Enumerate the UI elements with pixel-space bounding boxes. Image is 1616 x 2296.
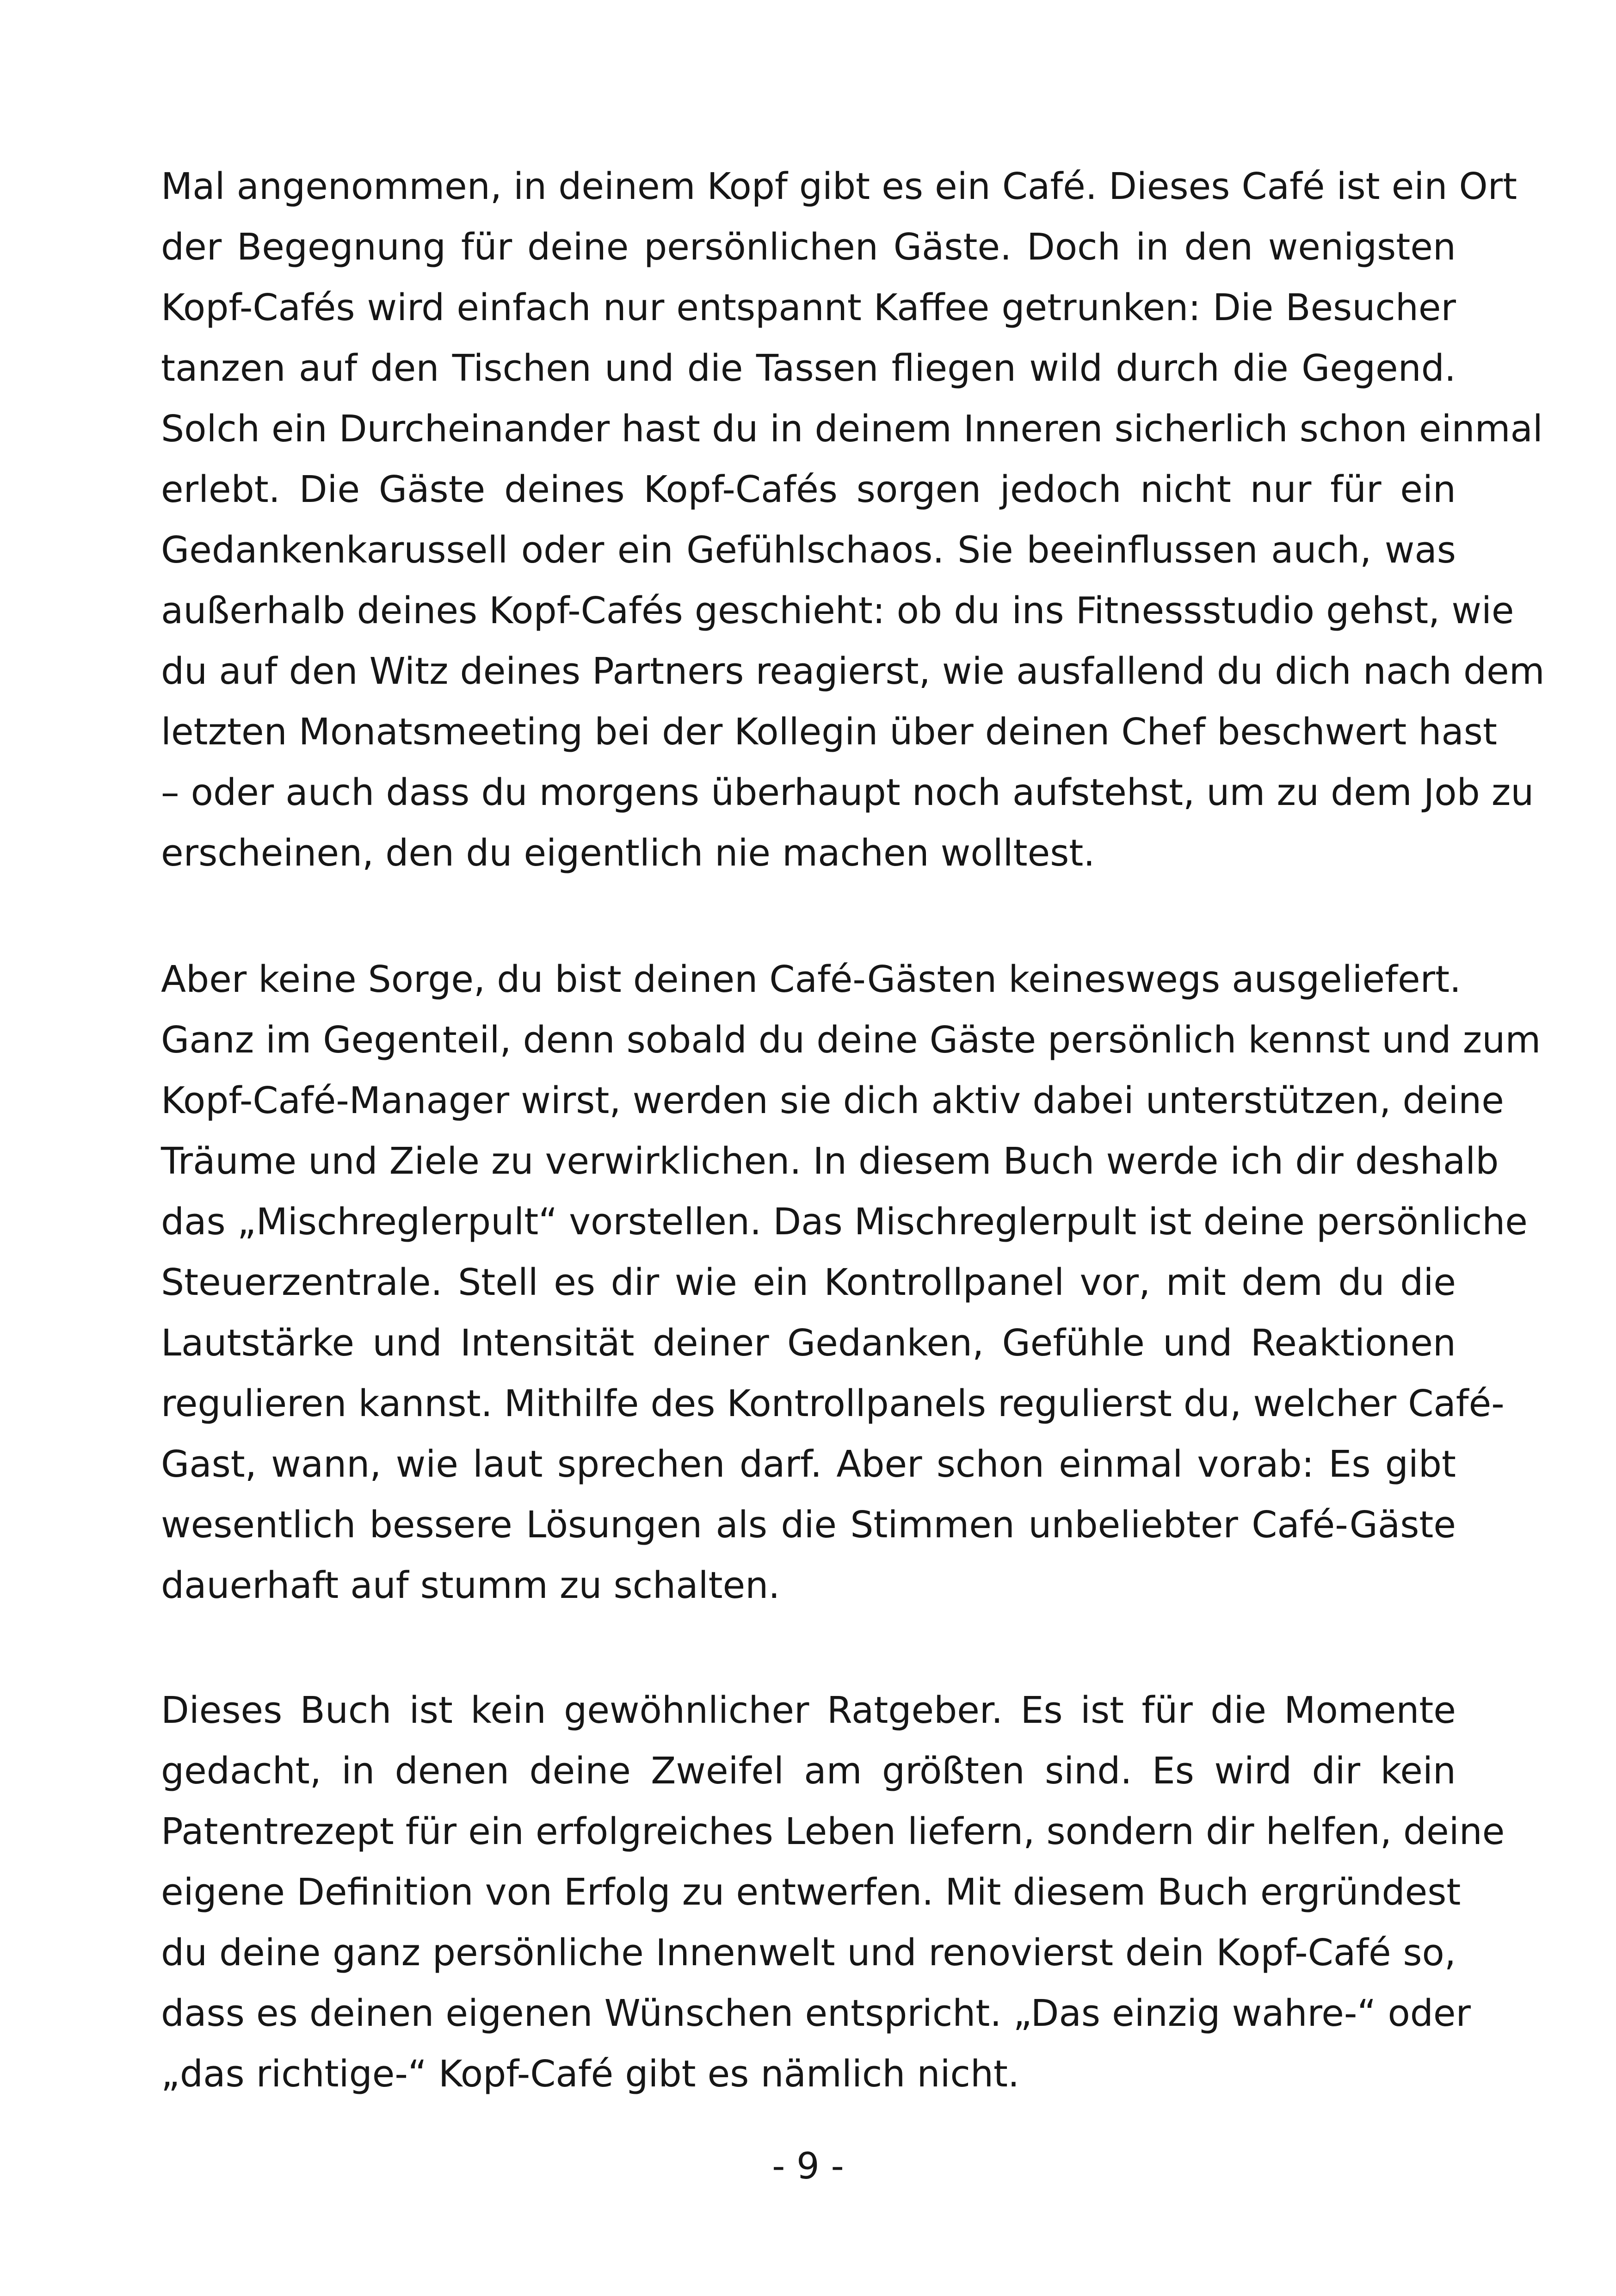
text-line: du auf den Witz deines Partners reagierst, wie ausfallend du dich nach dem: [161, 650, 1545, 693]
text-line: Steuerzentrale. Stell es dir wie ein Kontrollpanel vor, mit dem du die: [161, 1261, 1456, 1304]
text-line: Ganz im Gegenteil, denn sobald du deine Gäste persönlich kennst und zum: [161, 1019, 1541, 1061]
text-line: Dieses Buch ist kein gewöhnlicher Ratgeber. Es ist für die Momente: [161, 1689, 1456, 1732]
text-line: letzten Monatsmeeting bei der Kollegin über deinen Chef beschwert hast: [161, 711, 1497, 753]
text-line: Solch ein Durcheinander hast du in deinem Inneren sicherlich schon einmal: [161, 408, 1543, 450]
text-line: außerhalb deines Kopf-Cafés geschieht: ob du ins Fitnessstudio gehst, wie: [161, 589, 1514, 632]
text-line: Gast, wann, wie laut sprechen darf. Aber schon einmal vorab: Es gibt: [161, 1443, 1456, 1485]
text-line: Mal angenommen, in deinem Kopf gibt es ein Café. Dieses Café ist ein Ort: [161, 165, 1517, 208]
text-line: dass es deinen eigenen Wünschen entspricht. „Das einzig wahre-“ oder: [161, 1992, 1471, 2035]
text-line-last: dauerhaft auf stumm zu schalten.: [161, 1564, 780, 1607]
text-line-last: erscheinen, den du eigentlich nie machen wolltest.: [161, 832, 1095, 874]
text-line: erlebt. Die Gäste deines Kopf-Cafés sorgen jedoch nicht nur für ein: [161, 468, 1456, 511]
text-line: – oder auch dass du morgens überhaupt noch aufstehst, um zu dem Job zu: [161, 771, 1534, 814]
page-number: - 9 -: [772, 2146, 844, 2187]
text-line: Kopf-Cafés wird einfach nur entspannt Kaffee getrunken: Die Besucher: [161, 286, 1456, 329]
text-line: wesentlich bessere Lösungen als die Stimmen unbeliebter Café-Gäste: [161, 1504, 1456, 1546]
text-line: gedacht, in denen deine Zweifel am größten sind. Es wird dir kein: [161, 1750, 1456, 1792]
text-line: du deine ganz persönliche Innenwelt und renovierst dein Kopf-Café so,: [161, 1931, 1456, 1974]
paragraph-3: [161, 1680, 1505, 2104]
text-line: das „Mischreglerpult“ vorstellen. Das Mischreglerpult ist deine persönliche: [161, 1201, 1528, 1243]
text-line: Kopf-Café-Manager wirst, werden sie dich aktiv dabei unterstützen, deine: [161, 1079, 1504, 1122]
text-line: Träume und Ziele zu verwirklichen. In diesem Buch werde ich dir deshalb: [161, 1140, 1499, 1182]
text-line-last: „das richtige-“ Kopf-Café gibt es nämlich nicht.: [161, 2053, 1020, 2095]
text-line: Lautstärke und Intensität deiner Gedanken, Gefühle und Reaktionen: [161, 1322, 1456, 1364]
text-line: tanzen auf den Tischen und die Tassen fliegen wild durch die Gegend.: [161, 347, 1456, 390]
text-line: Patentrezept für ein erfolgreiches Leben liefern, sondern dir helfen, deine: [161, 1810, 1505, 1853]
text-line: Aber keine Sorge, du bist deinen Café-Gästen keineswegs ausgeliefert.: [161, 958, 1462, 1001]
text-line: eigene Definition von Erfolg zu entwerfen. Mit diesem Buch ergründest: [161, 1871, 1461, 1913]
text-line: der Begegnung für deine persönlichen Gäste. Doch in den wenigsten: [161, 226, 1456, 268]
paragraph-1: [161, 156, 1545, 884]
paragraph-2: [161, 949, 1541, 1616]
text-line: regulieren kannst. Mithilfe des Kontrollpanels regulierst du, welcher Café-: [161, 1382, 1505, 1425]
text-line: Gedankenkarussell oder ein Gefühlschaos. Sie beeinflussen auch, was: [161, 529, 1456, 571]
